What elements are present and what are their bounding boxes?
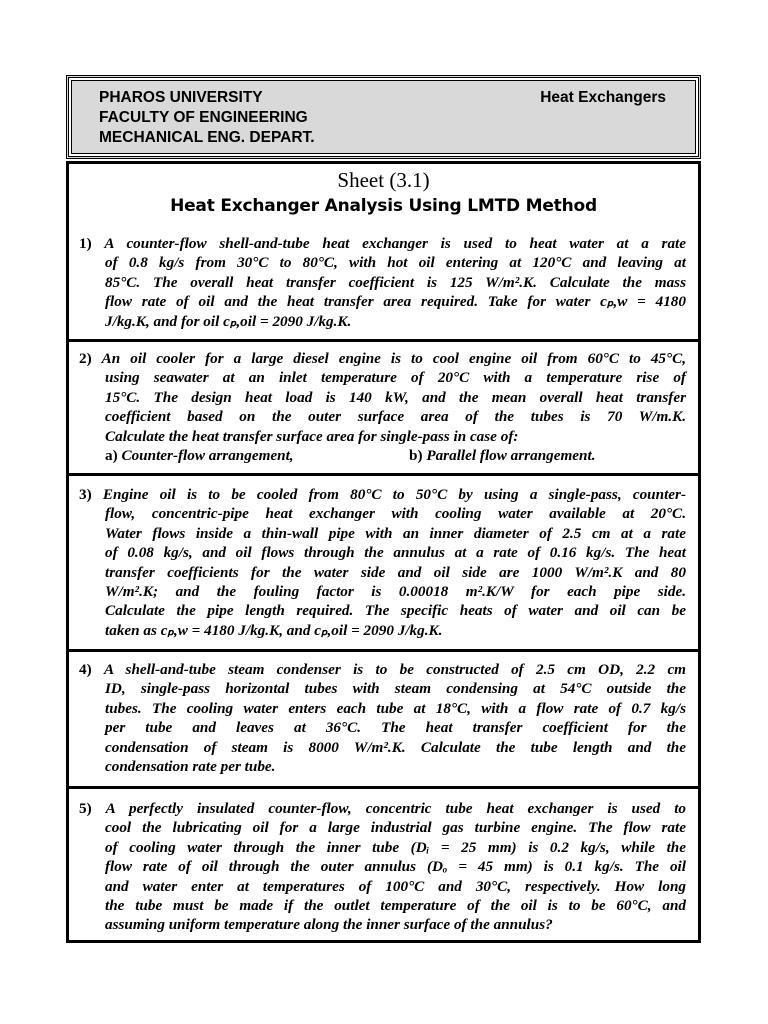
- problem-5: [69, 794, 698, 935]
- problem-line: 2) An oil cooler for a large diesel engine is to cool engine oil from 60°C to 45°C,: [79, 350, 687, 367]
- problem-line: 85°C. The overall heat transfer coefficient is 125 W/m².K. Calculate the mass: [105, 273, 686, 291]
- divider: [69, 473, 698, 476]
- university-name: PHAROS UNIVERSITY: [99, 89, 263, 106]
- problem-1: [69, 229, 698, 331]
- problem-number: 1): [79, 235, 92, 252]
- problem-line: flow rate of oil through the outer annulus (Dₒ = 45 mm) is 0.1 kg/s. The oil: [105, 858, 686, 876]
- problem-line: of 0.8 kg/s from 30°C to 80°C, with hot oil entering at 120°C and leaving at: [105, 254, 686, 272]
- option-b: b) Parallel flow arrangement.: [409, 447, 596, 465]
- problem-line: flow, concentric-pipe heat exchanger with cooling water available at 20°C.: [105, 505, 686, 523]
- problem-3: [69, 480, 698, 640]
- problem-line: of cooling water through the inner tube (Dᵢ = 25 mm) is 0.2 kg/s, while the: [105, 838, 686, 856]
- problem-line: J/kg.K, and for oil cₚ,oil = 2090 J/kg.K.: [105, 312, 352, 330]
- problem-line: of 0.08 kg/s, and oil flows through the annulus at a rate of 0.16 kg/s. The heat: [105, 544, 686, 562]
- problem-line: cool the lubricating oil for a large industrial gas turbine engine. The flow rate: [105, 819, 686, 837]
- problem-line: 15°C. The design heat load is 140 kW, and the mean overall heat transfer: [105, 388, 686, 406]
- problem-line: W/m².K; and the fouling factor is 0.00018 m².K/W for each pipe side.: [105, 583, 686, 601]
- problem-line: using seawater at an inlet temperature of 20°C with a temperature rise of: [105, 369, 686, 387]
- sheet-title-area: [69, 164, 698, 234]
- problem-line: tubes. The cooling water enters each tube at 18°C, with a flow rate of 0.7 kg/s: [105, 699, 686, 717]
- problem-2: [69, 344, 698, 465]
- problem-line: assuming uniform temperature along the inner surface of the annulus?: [105, 916, 553, 934]
- sheet-subtitle: Heat Exchanger Analysis Using LMTD Method: [170, 196, 597, 216]
- department-name: MECHANICAL ENG. DEPART.: [99, 129, 315, 146]
- divider: [69, 649, 698, 652]
- problem-number: 3): [79, 486, 92, 503]
- problem-line: per tube and leaves at 36°C. The heat transfer coefficient for the: [105, 719, 686, 737]
- divider: [69, 786, 698, 789]
- divider: [69, 339, 698, 342]
- problem-line: coefficient based on the outer surface area of the tubes is 70 W/m.K.: [105, 408, 686, 426]
- problem-line: ID, single-pass horizontal tubes with steam condensing at 54°C outside the: [105, 680, 686, 698]
- problem-4: [69, 655, 698, 776]
- problem-line: transfer coefficients for the water side and oil side are 1000 W/m².K and 80: [105, 563, 686, 581]
- problem-sheet: [66, 161, 701, 943]
- problem-line: flow rate of oil and the heat transfer area required. Take for water cₚ,w = 4180: [105, 293, 686, 311]
- institution-block: [99, 88, 315, 148]
- course-name: Heat Exchangers: [540, 89, 666, 106]
- problem-number: 4): [79, 661, 92, 678]
- option-a: a) Counter-flow arrangement,: [105, 447, 294, 465]
- problem-line: condensation rate per tube.: [105, 758, 276, 776]
- problem-number: 5): [79, 800, 92, 817]
- faculty-name: FACULTY OF ENGINEERING: [99, 109, 308, 126]
- sheet-title: Sheet (3.1): [337, 168, 430, 192]
- problem-line: 4) A shell-and-tube steam condenser is to be constructed of 2.5 cm OD, 2.2 cm: [79, 661, 686, 678]
- problem-line: Calculate the pipe length required. The specific heats of water and oil can be: [105, 602, 686, 620]
- problem-line: 5) A perfectly insulated counter-flow, concentric tube heat exchanger is used to: [79, 800, 687, 817]
- problem-line: 1) A counter-flow shell-and-tube heat exchanger is used to heat water at a rate: [79, 235, 686, 252]
- options-row: [79, 446, 686, 465]
- problem-line: condensation of steam is 8000 W/m².K. Calculate the tube length and the: [105, 738, 686, 756]
- problem-line: taken as cₚ,w = 4180 J/kg.K, and cₚ,oil = 2090 J/kg.K.: [105, 621, 443, 639]
- header-box: [66, 75, 701, 159]
- problem-number: 2): [79, 350, 92, 367]
- problem-line: and water enter at temperatures of 100°C and 30°C, respectively. How long: [105, 877, 686, 895]
- problem-line: Calculate the heat transfer surface area for single-pass in case of:: [105, 427, 519, 445]
- problem-line: Water flows inside a thin-wall pipe with an inner diameter of 2.5 cm at a rate: [105, 524, 686, 542]
- problem-line: the tube must be made if the outlet temperature of the oil is to be 60°C, and: [105, 897, 686, 915]
- problem-line: 3) Engine oil is to be cooled from 80°C to 50°C by using a single-pass, counter-: [79, 486, 687, 503]
